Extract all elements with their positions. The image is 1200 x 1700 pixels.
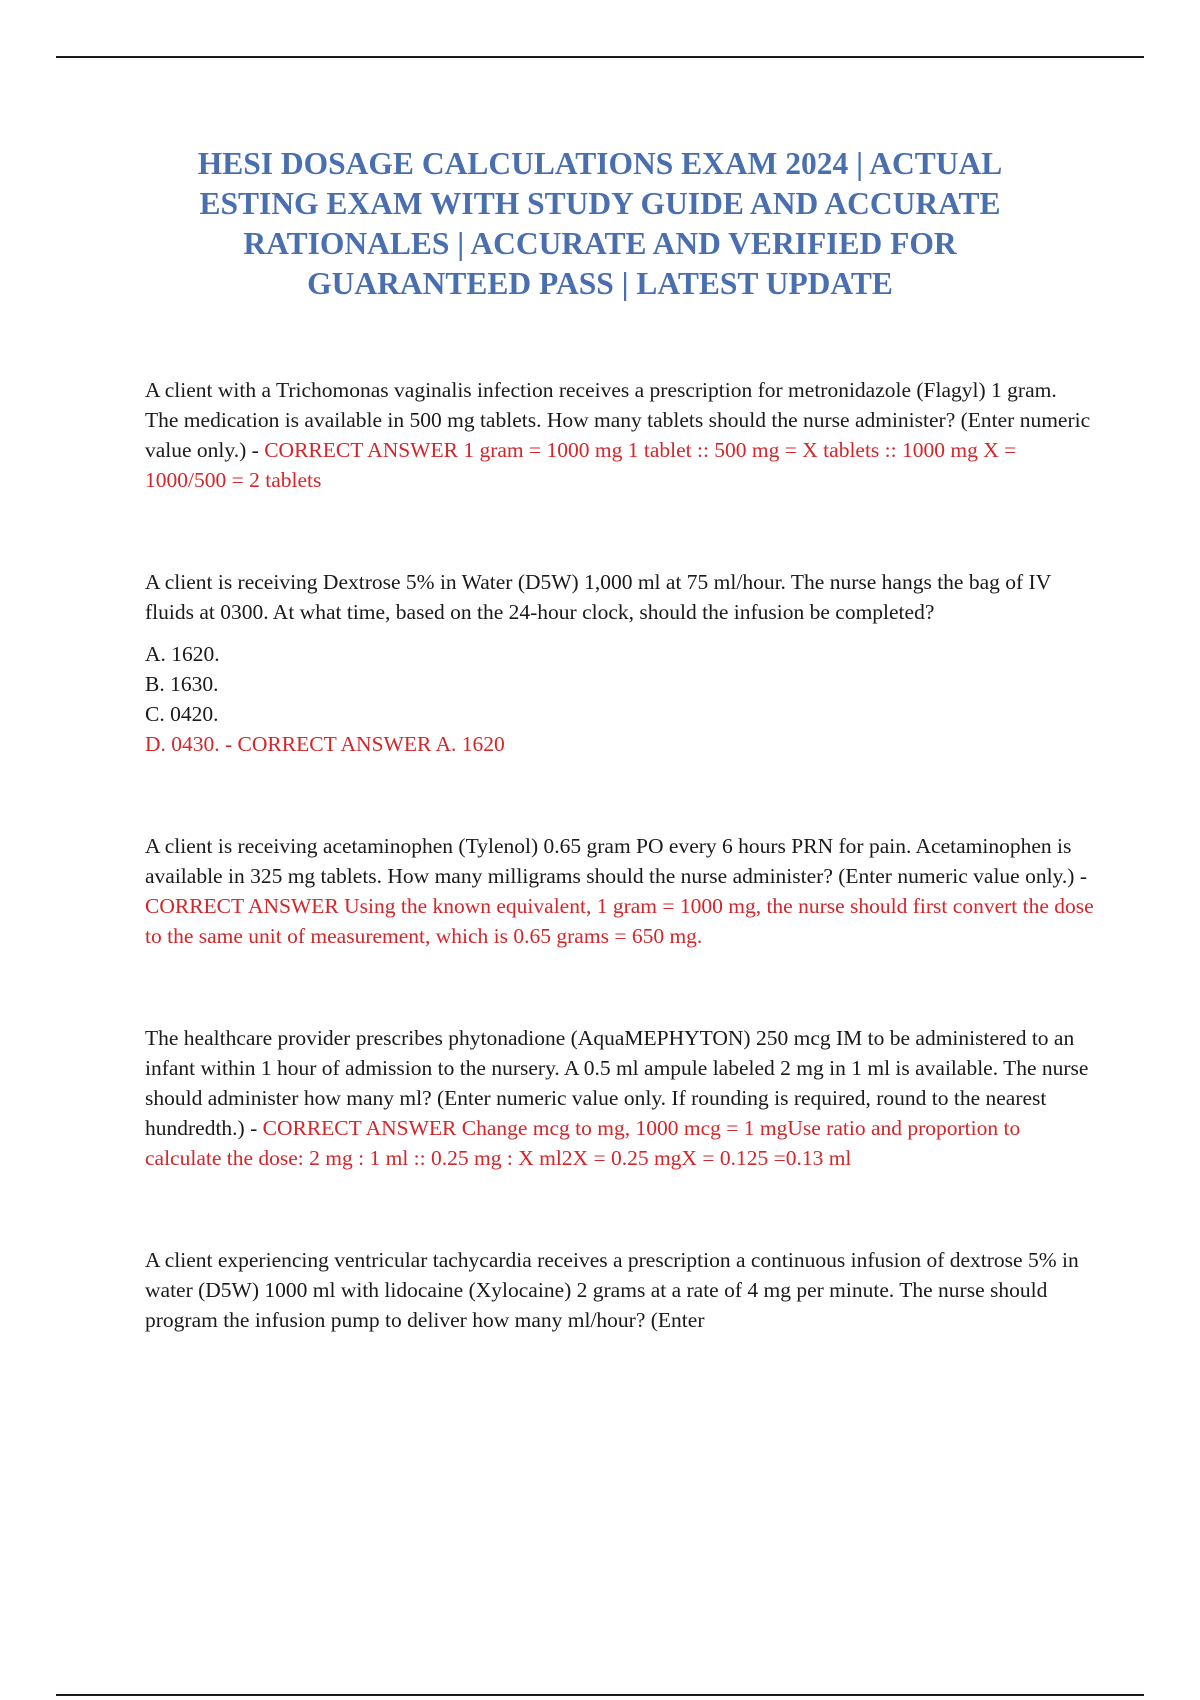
correct-answer-text: CORRECT ANSWER Change mcg to mg, 1000 mcg = 1 mgUse ratio and proportion to calculate the dose: 2 mg : 1 ml :: 0.25 mg : X ml2X = 0.25 mgX = 0.125 =0.13 ml — [145, 1116, 1021, 1170]
option-a: A. 1620. — [145, 642, 220, 666]
header-rule — [56, 56, 1144, 58]
answer-options — [145, 639, 1095, 759]
question-block-3 — [145, 831, 1095, 951]
question-text: A client experiencing ventricular tachycardia receives a prescription a continuous infusion of dextrose 5% in water (D5W) 1000 ml with lidocaine (Xylocaine) 2 grams at a rate of 4 mg per minute. The nurse should program the infusion pump to deliver how many ml/hour? (Enter — [145, 1248, 1079, 1332]
question-paragraph — [145, 1023, 1095, 1173]
question-text: A client is receiving acetaminophen (Tylenol) 0.65 gram PO every 6 hours PRN for pain. Acetaminophen is available in 325 mg tablets. How many milligrams should the nurse administer? (Enter numeric value only.) - — [145, 834, 1087, 888]
question-text: The healthcare provider prescribes phytonadione (AquaMEPHYTON) 250 mcg IM to be administered to an infant within 1 hour of admission to the nursery. A 0.5 ml ampule labeled 2 mg in 1 ml is available. The nurse should administer how many ml? (Enter numeric value only. If rounding is required, round to the nearest hundredth.) - — [145, 1026, 1089, 1140]
question-text: A client with a Trichomonas vaginalis infection receives a prescription for metronidazole (Flagyl) 1 gram. The medication is available in 500 mg tablets. How many tablets should the nurse administer? (Enter numeric value only.) - — [145, 378, 1091, 462]
question-paragraph — [145, 831, 1095, 951]
document-title: HESI DOSAGE CALCULATIONS EXAM 2024 | ACTUAL ESTING EXAM WITH STUDY GUIDE AND ACCURATE RATIONALES | ACCURATE AND VERIFIED FOR GUARANTEED PASS | LATEST UPDATE — [197, 146, 1003, 301]
question-block-5 — [145, 1245, 1095, 1335]
document-body — [145, 375, 1095, 1335]
correct-answer-text: CORRECT ANSWER 1 gram = 1000 mg 1 tablet :: 500 mg = X tablets :: 1000 mg X = 1000/500 = 2 tablets — [145, 438, 1017, 492]
question-paragraph — [145, 375, 1095, 495]
question-text: A client is receiving Dextrose 5% in Water (D5W) 1,000 ml at 75 ml/hour. The nurse hangs the bag of IV fluids at 0300. At what time, based on the 24-hour clock, should the infusion be completed? — [145, 570, 1051, 624]
question-block-4 — [145, 1023, 1095, 1173]
correct-answer-text: CORRECT ANSWER Using the known equivalent, 1 gram = 1000 mg, the nurse should first convert the dose to the same unit of measurement, which is 0.65 grams = 650 mg. — [145, 894, 1094, 948]
option-b: B. 1630. — [145, 672, 219, 696]
option-d-with-correct-answer: D. 0430. - CORRECT ANSWER A. 1620 — [145, 732, 505, 756]
footer-rule — [56, 1694, 1144, 1696]
option-c: C. 0420. — [145, 702, 219, 726]
question-block-2 — [145, 567, 1095, 759]
question-block-1 — [145, 375, 1095, 495]
